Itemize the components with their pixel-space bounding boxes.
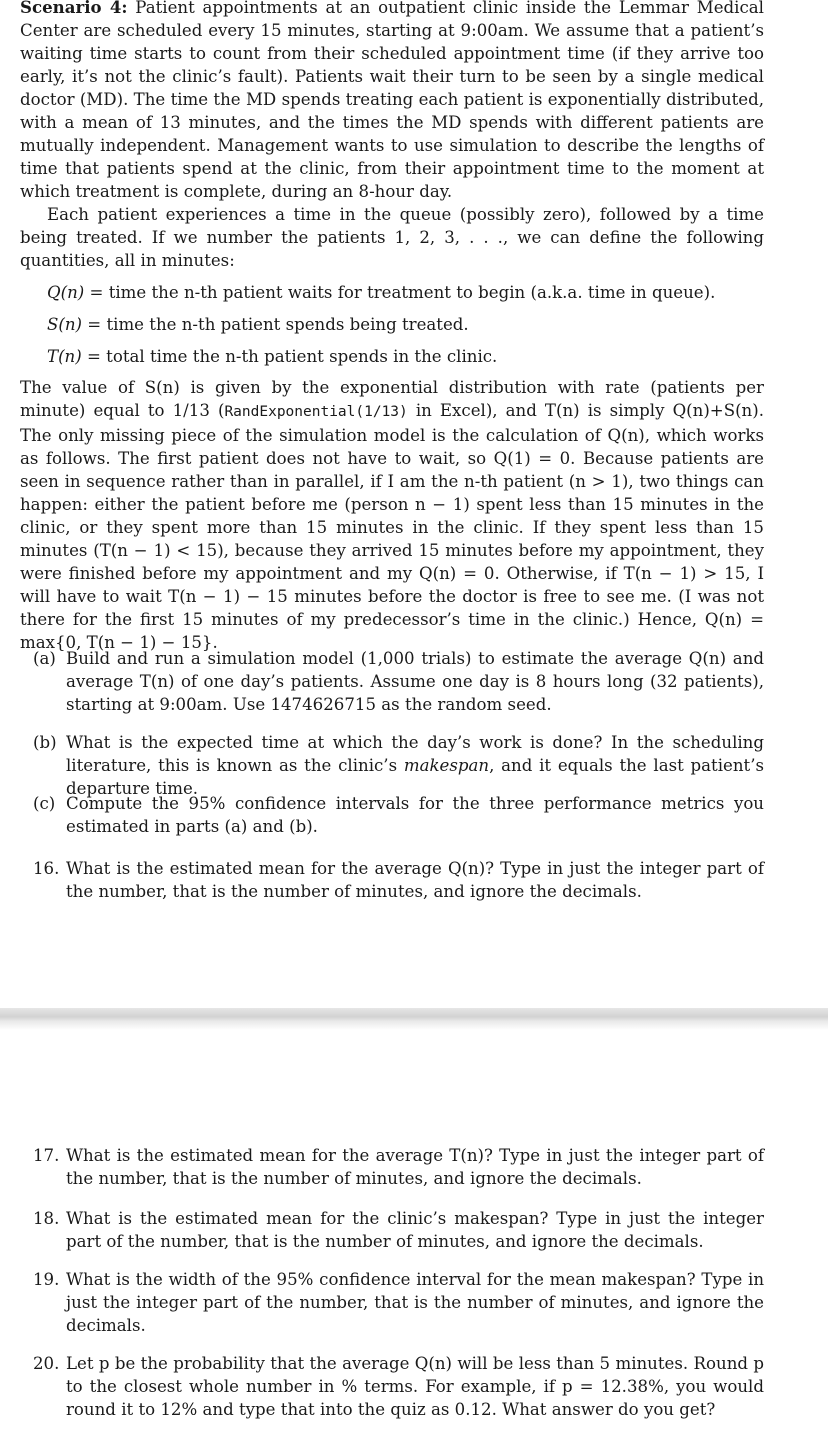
question-17 [20,1144,764,1190]
scenario-intro [20,0,764,272]
question-18-text: What is the estimated mean for the clinic’s makespan? Type in just the integer part of the number, that is the number of minutes, and ignore the decimals. [66,1209,764,1251]
question-20-text: Let p be the probability that the average Q(n) will be less than 5 minutes. Round p to the closest whole number in % terms. For example, if p = 12.38%, you would round it to 12% and type that into the quiz as 0.12. What answer do you get? [66,1354,764,1419]
definition-s-text: = time the n-th patient spends being treated. [87,315,469,334]
definition-t [47,345,497,368]
definition-t-symbol: T(n) [47,347,82,366]
part-b [20,731,764,800]
part-b-makespan: makespan [403,756,490,775]
part-c [20,792,764,838]
page-separator [0,1008,828,1030]
part-b-label: (b) [33,733,57,752]
question-16-text: What is the estimated mean for the average Q(n)? Type in just the integer part of the number, that is the number of minutes, and ignore the decimals. [66,859,764,901]
definition-q-symbol: Q(n) [47,283,85,302]
part-a [20,647,764,716]
part-a-label: (a) [33,649,56,668]
definition-s-symbol: S(n) [47,315,83,334]
para3-text-a: The value of S(n) is given by the exponential distribution with rate (patients per minute) equal to 1/13 ( [20,378,764,420]
question-19-text: What is the width of the 95% confidence interval for the mean makespan? Type in just the integer part of the number, that is the number of minutes, and ignore the decimals. [66,1270,764,1335]
definition-s [47,313,469,336]
question-16-number: 16. [33,859,60,878]
question-19 [20,1268,764,1337]
definition-q-text: = time the n-th patient waits for treatment to begin (a.k.a. time in queue). [89,283,716,302]
question-19-number: 19. [33,1270,60,1289]
part-c-label: (c) [33,794,56,813]
para3-text-b: in Excel), and T(n) is simply Q(n)+S(n). The only missing piece of the simulation model is the calculation of Q(n), which works as follows. The first patient does not have to wait, so Q(1) = 0. Because patients are seen in sequence rather than in parallel, if I am the n-th patient (n > 1), two things can happen: either the patient before me (person n − 1) spent less than 15 minutes in the clinic, or they spent more than 15 minutes in the clinic. If they spent less than 15 minutes (T(n − 1) < 15), because they arrived 15 minutes before my appointment, they were finished before my appointment and my Q(n) = 0. Otherwise, if T(n − 1) > 15, I will have to wait T(n − 1) − 15 minutes before the doctor is free to see me. (I was not there for the first 15 minutes of my predecessor’s time in the clinic.) Hence, Q(n) = max{0, T(n − 1) − 15}. [20,401,764,652]
part-b-text-a: What is the expected time at which the day’s work is done? In the scheduling literature, this is known as the clinic’s [66,733,764,775]
scenario-para3 [20,376,764,654]
question-18 [20,1207,764,1253]
question-17-text: What is the estimated mean for the average T(n)? Type in just the integer part of the number, that is the number of minutes, and ignore the decimals. [66,1146,764,1188]
question-17-number: 17. [33,1146,60,1165]
scenario-para2: Each patient experiences a time in the queue (possibly zero), followed by a time being treated. If we number the patients 1, 2, 3, . . ., we can define the following quantities, all in minutes: [20,205,764,270]
part-b-text [66,731,764,800]
scenario-intro-text: Patient appointments at an outpatient clinic inside the Lemmar Medical Center are scheduled every 15 minutes, starting at 9:00am. We assume that a patient’s waiting time starts to count from their scheduled appointment time (if they arrive too early, it’s not the clinic’s fault). Patients wait their turn to be seen by a single medical doctor (MD). The time the MD spends treating each patient is exponentially distributed, with a mean of 13 minutes, and the times the MD spends with different patients are mutually independent. Management wants to use simulation to describe the lengths of time that patients spend at the clinic, from their appointment time to the moment at which treatment is complete, during an 8-hour day. [20,0,764,201]
scenario-title: Scenario 4: [20,0,128,17]
part-c-text: Compute the 95% confidence intervals for the three performance metrics you estimated in parts (a) and (b). [66,794,764,836]
definition-t-text: = total time the n-th patient spends in the clinic. [86,347,498,366]
part-a-text: Build and run a simulation model (1,000 trials) to estimate the average Q(n) and average T(n) of one day’s patients. Assume one day is 8 hours long (32 patients), starting at 9:00am. Use 1474626715 as the random seed. [66,649,764,714]
question-20 [20,1352,764,1421]
part-b-text-b: , and it equals the last patient’s departure time. [66,756,764,798]
question-18-number: 18. [33,1209,60,1228]
definition-q [47,281,715,304]
excel-function-code: RandExponential(1/13) [224,404,408,420]
page-bottom [0,1030,828,1448]
question-16 [20,857,764,903]
question-20-number: 20. [33,1354,60,1373]
